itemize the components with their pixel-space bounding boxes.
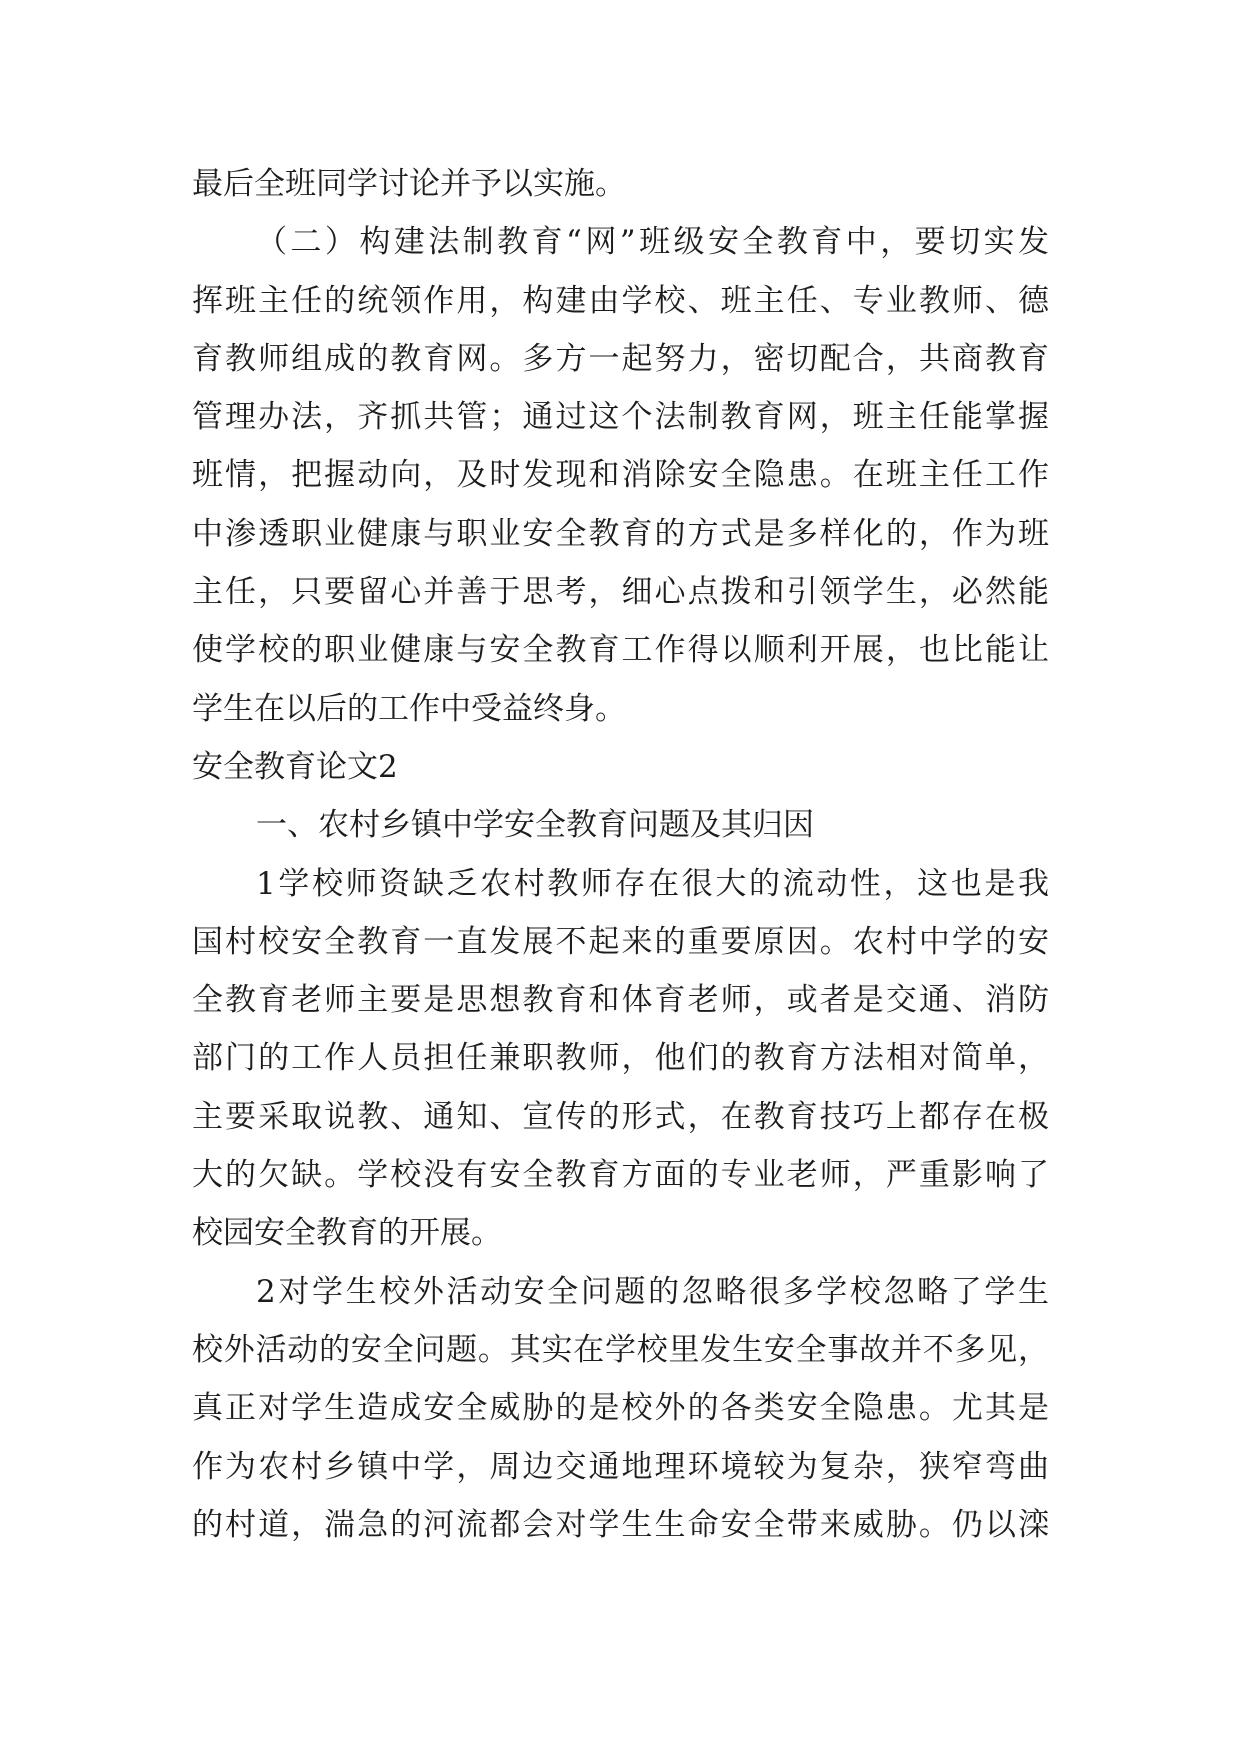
text-line: 的村道，湍急的河流都会对学生生命安全带来威胁。仍以滦 bbox=[192, 1506, 1049, 1543]
text-line: 使学校的职业健康与安全教育工作得以顺利开展，也比能让 bbox=[192, 632, 1049, 669]
text-line: 2对学生校外活动安全问题的忽略很多学校忽略了学生 bbox=[256, 1273, 1049, 1310]
paragraph-point-2 bbox=[192, 1263, 1049, 1554]
paragraph-continuation bbox=[192, 155, 1049, 213]
text-line: 1学校师资缺乏农村教师存在很大的流动性，这也是我 bbox=[256, 865, 1049, 902]
text-line: 挥班主任的统领作用，构建由学校、班主任、专业教师、德 bbox=[192, 282, 1049, 319]
text-line: 中渗透职业健康与职业安全教育的方式是多样化的，作为班 bbox=[192, 515, 1049, 552]
text-line: 真正对学生造成安全威胁的是校外的各类安全隐患。尤其是 bbox=[192, 1390, 1049, 1427]
text-line: （二）构建法制教育“网”班级安全教育中，要切实发 bbox=[256, 224, 1049, 261]
section-title: 安全教育论文2 bbox=[192, 748, 398, 785]
text-line: 作为农村乡镇中学，周边交通地理环境较为复杂，狭窄弯曲 bbox=[192, 1448, 1049, 1485]
text-line: 校外活动的安全问题。其实在学校里发生安全事故并不多见， bbox=[192, 1331, 1049, 1368]
text-line: 管理办法，齐抓共管；通过这个法制教育网，班主任能掌握 bbox=[192, 399, 1049, 436]
subsection-heading: 一、农村乡镇中学安全教育问题及其归因 bbox=[256, 807, 814, 844]
paragraph-point-1 bbox=[192, 855, 1049, 1263]
text-line: 主任，只要留心并善于思考，细心点拨和引领学生，必然能 bbox=[192, 574, 1049, 611]
text-line: 育教师组成的教育网。多方一起努力，密切配合，共商教育 bbox=[192, 340, 1049, 377]
text-line: 学生在以后的工作中受益终身。 bbox=[192, 690, 626, 727]
text-line: 校园安全教育的开展。 bbox=[192, 1215, 502, 1252]
text-line: 全教育老师主要是思想教育和体育老师，或者是交通、消防 bbox=[192, 982, 1049, 1019]
text-line: 国村校安全教育一直发展不起来的重要原因。农村中学的安 bbox=[192, 923, 1049, 960]
text-line: 最后全班同学讨论并予以实施。 bbox=[192, 166, 626, 202]
paragraph-law-education-network bbox=[192, 213, 1049, 738]
text-line: 班情，把握动向，及时发现和消除安全隐患。在班主任工作 bbox=[192, 457, 1049, 494]
text-line: 主要采取说教、通知、宣传的形式，在教育技巧上都存在极 bbox=[192, 1098, 1049, 1135]
text-line: 部门的工作人员担任兼职教师，他们的教育方法相对简单， bbox=[192, 1040, 1049, 1077]
text-line: 大的欠缺。学校没有安全教育方面的专业老师，严重影响了 bbox=[192, 1157, 1049, 1194]
document-body bbox=[192, 155, 1049, 1554]
